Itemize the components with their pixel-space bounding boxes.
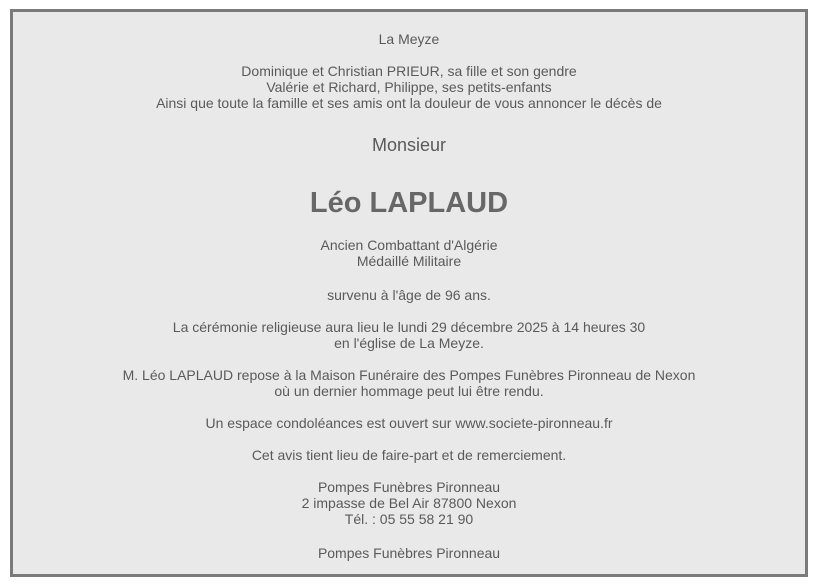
age-line	[13, 287, 805, 303]
title-line: Ancien Combattant d'Algérie	[320, 237, 498, 253]
rest-line: où un dernier hommage peut lui être rendu.	[274, 383, 544, 399]
family-announcement	[13, 63, 805, 111]
funeral-home-contact	[13, 479, 805, 527]
family-line: Dominique et Christian PRIEUR, sa fille et son gendre	[241, 63, 577, 79]
ceremony-line: La cérémonie religieuse aura lieu le lundi 29 décembre 2025 à 14 heures 30	[172, 319, 646, 335]
age-text: survenu à l'âge de 96 ans.	[327, 287, 491, 303]
funeral-home-phone: Tél. : 05 55 58 21 90	[344, 511, 474, 527]
condolences-text: Un espace condoléances est ouvert sur www.societe-pironneau.fr	[205, 415, 613, 431]
thanks-line	[13, 447, 805, 463]
ceremony-details	[13, 319, 805, 351]
obituary-notice	[10, 9, 808, 577]
civility-heading	[13, 135, 805, 155]
funeral-home-name: Pompes Funèbres Pironneau	[317, 479, 501, 495]
signature-line	[13, 545, 805, 561]
location-text: La Meyze	[378, 31, 440, 47]
title-line: Médaillé Militaire	[356, 253, 462, 269]
family-line: Ainsi que toute la famille et ses amis ont la douleur de vous annoncer le décès de	[156, 95, 662, 111]
rest-line: M. Léo LAPLAUD repose à la Maison Funéraire des Pompes Funèbres Pironneau de Nexon	[122, 367, 696, 383]
location-line	[13, 31, 805, 47]
condolences-line	[13, 415, 805, 431]
ceremony-line: en l'église de La Meyze.	[334, 335, 484, 351]
thanks-text: Cet avis tient lieu de faire-part et de remerciement.	[251, 447, 567, 463]
civility-text: Monsieur	[371, 135, 447, 155]
deceased-titles	[13, 237, 805, 269]
funeral-home-rest-details	[13, 367, 805, 399]
funeral-home-address: 2 impasse de Bel Air 87800 Nexon	[301, 495, 517, 511]
family-line: Valérie et Richard, Philippe, ses petits-enfants	[266, 79, 552, 95]
signature-text: Pompes Funèbres Pironneau	[317, 545, 501, 561]
deceased-name	[13, 186, 805, 220]
deceased-name-text: Léo LAPLAUD	[309, 187, 509, 219]
